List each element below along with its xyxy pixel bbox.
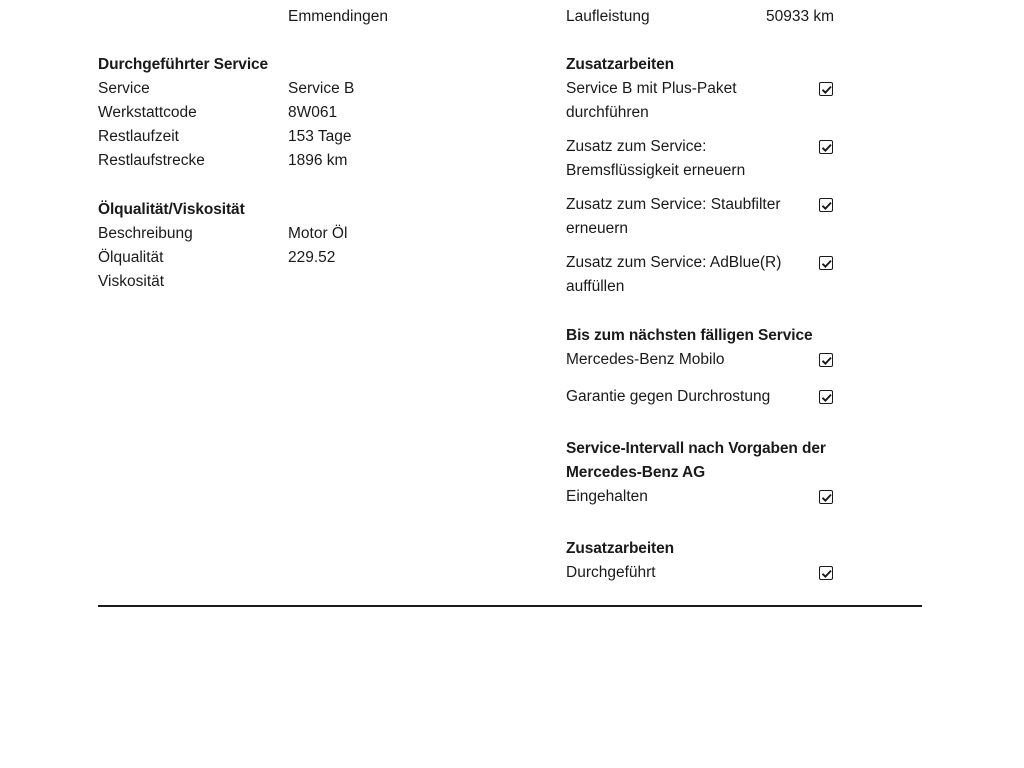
service-interval-title-line2: Mercedes-Benz AG (566, 464, 706, 481)
check-item-line1: Eingehalten (566, 488, 648, 505)
next-service-title: Bis zum nächsten fälligen Service (566, 327, 813, 344)
section-divider (98, 605, 922, 607)
check-item-line2: auffüllen (566, 278, 625, 295)
mileage-label (566, 5, 650, 29)
checkbox-checked-icon[interactable] (819, 82, 833, 96)
check-item-plus-package (566, 77, 866, 125)
additional-work-title: Zusatzarbeiten (566, 56, 674, 73)
remaining-distance-label: Restlaufstrecke (98, 152, 205, 169)
service-interval-title-line1: Service-Intervall nach Vorgaben der (566, 440, 826, 457)
check-item-line1: Mercedes-Benz Mobilo (566, 351, 725, 368)
checkbox-checked-icon[interactable] (819, 390, 833, 404)
check-item-mobilo (566, 348, 866, 372)
mileage-value-text: 50933 km (766, 8, 835, 25)
checkbox-checked-icon[interactable] (819, 140, 833, 154)
workshop-code-label: Werkstattcode (98, 104, 197, 121)
workshop-code-value: 8W061 (288, 104, 338, 121)
checkbox-checked-icon[interactable] (819, 256, 833, 270)
check-item-rust-warranty (566, 385, 866, 409)
checkbox-checked-icon[interactable] (819, 490, 833, 504)
additional-work-title-2: Zusatzarbeiten (566, 540, 674, 557)
oil-quality-label: Ölqualität (98, 249, 164, 266)
service-label: Service (98, 80, 150, 97)
check-item-line1: Zusatz zum Service: AdBlue(R) (566, 254, 782, 271)
location-value (288, 5, 388, 29)
oil-description-label: Beschreibung (98, 225, 193, 242)
viscosity-label: Viskosität (98, 273, 165, 290)
check-item-text (566, 135, 811, 183)
check-item-text (566, 193, 811, 241)
check-item-dust-filter (566, 193, 866, 241)
oil-description-value: Motor Öl (288, 225, 348, 242)
mileage-label-text: Laufleistung (566, 8, 650, 25)
remaining-distance-value: 1896 km (288, 152, 348, 169)
check-item-text (566, 251, 811, 299)
check-item-complied (566, 485, 866, 509)
performed-service-title: Durchgeführter Service (98, 56, 269, 73)
check-item-line2: erneuern (566, 220, 629, 237)
mileage-value (766, 5, 834, 29)
check-item-line1: Zusatz zum Service: (566, 138, 707, 155)
remaining-time-value: 153 Tage (288, 128, 352, 145)
check-item-text (566, 77, 811, 125)
check-item-line1: Service B mit Plus-Paket (566, 80, 737, 97)
remaining-time-label: Restlaufzeit (98, 128, 179, 145)
check-item-adblue (566, 251, 866, 299)
oil-quality-value: 229.52 (288, 249, 336, 266)
checkbox-checked-icon[interactable] (819, 353, 833, 367)
check-item-line2: durchführen (566, 104, 649, 121)
check-item-line1: Durchgeführt (566, 564, 656, 581)
checkbox-checked-icon[interactable] (819, 566, 833, 580)
checkbox-checked-icon[interactable] (819, 198, 833, 212)
check-item-brake-fluid (566, 135, 866, 183)
check-item-line1: Garantie gegen Durchrostung (566, 388, 771, 405)
check-item-line2: Bremsflüssigkeit erneuern (566, 162, 746, 179)
service-value: Service B (288, 80, 355, 97)
check-item-line1: Zusatz zum Service: Staubfilter (566, 196, 781, 213)
check-item-performed (566, 561, 866, 585)
location-text: Emmendingen (288, 8, 388, 25)
oil-title: Ölqualität/Viskosität (98, 201, 245, 218)
